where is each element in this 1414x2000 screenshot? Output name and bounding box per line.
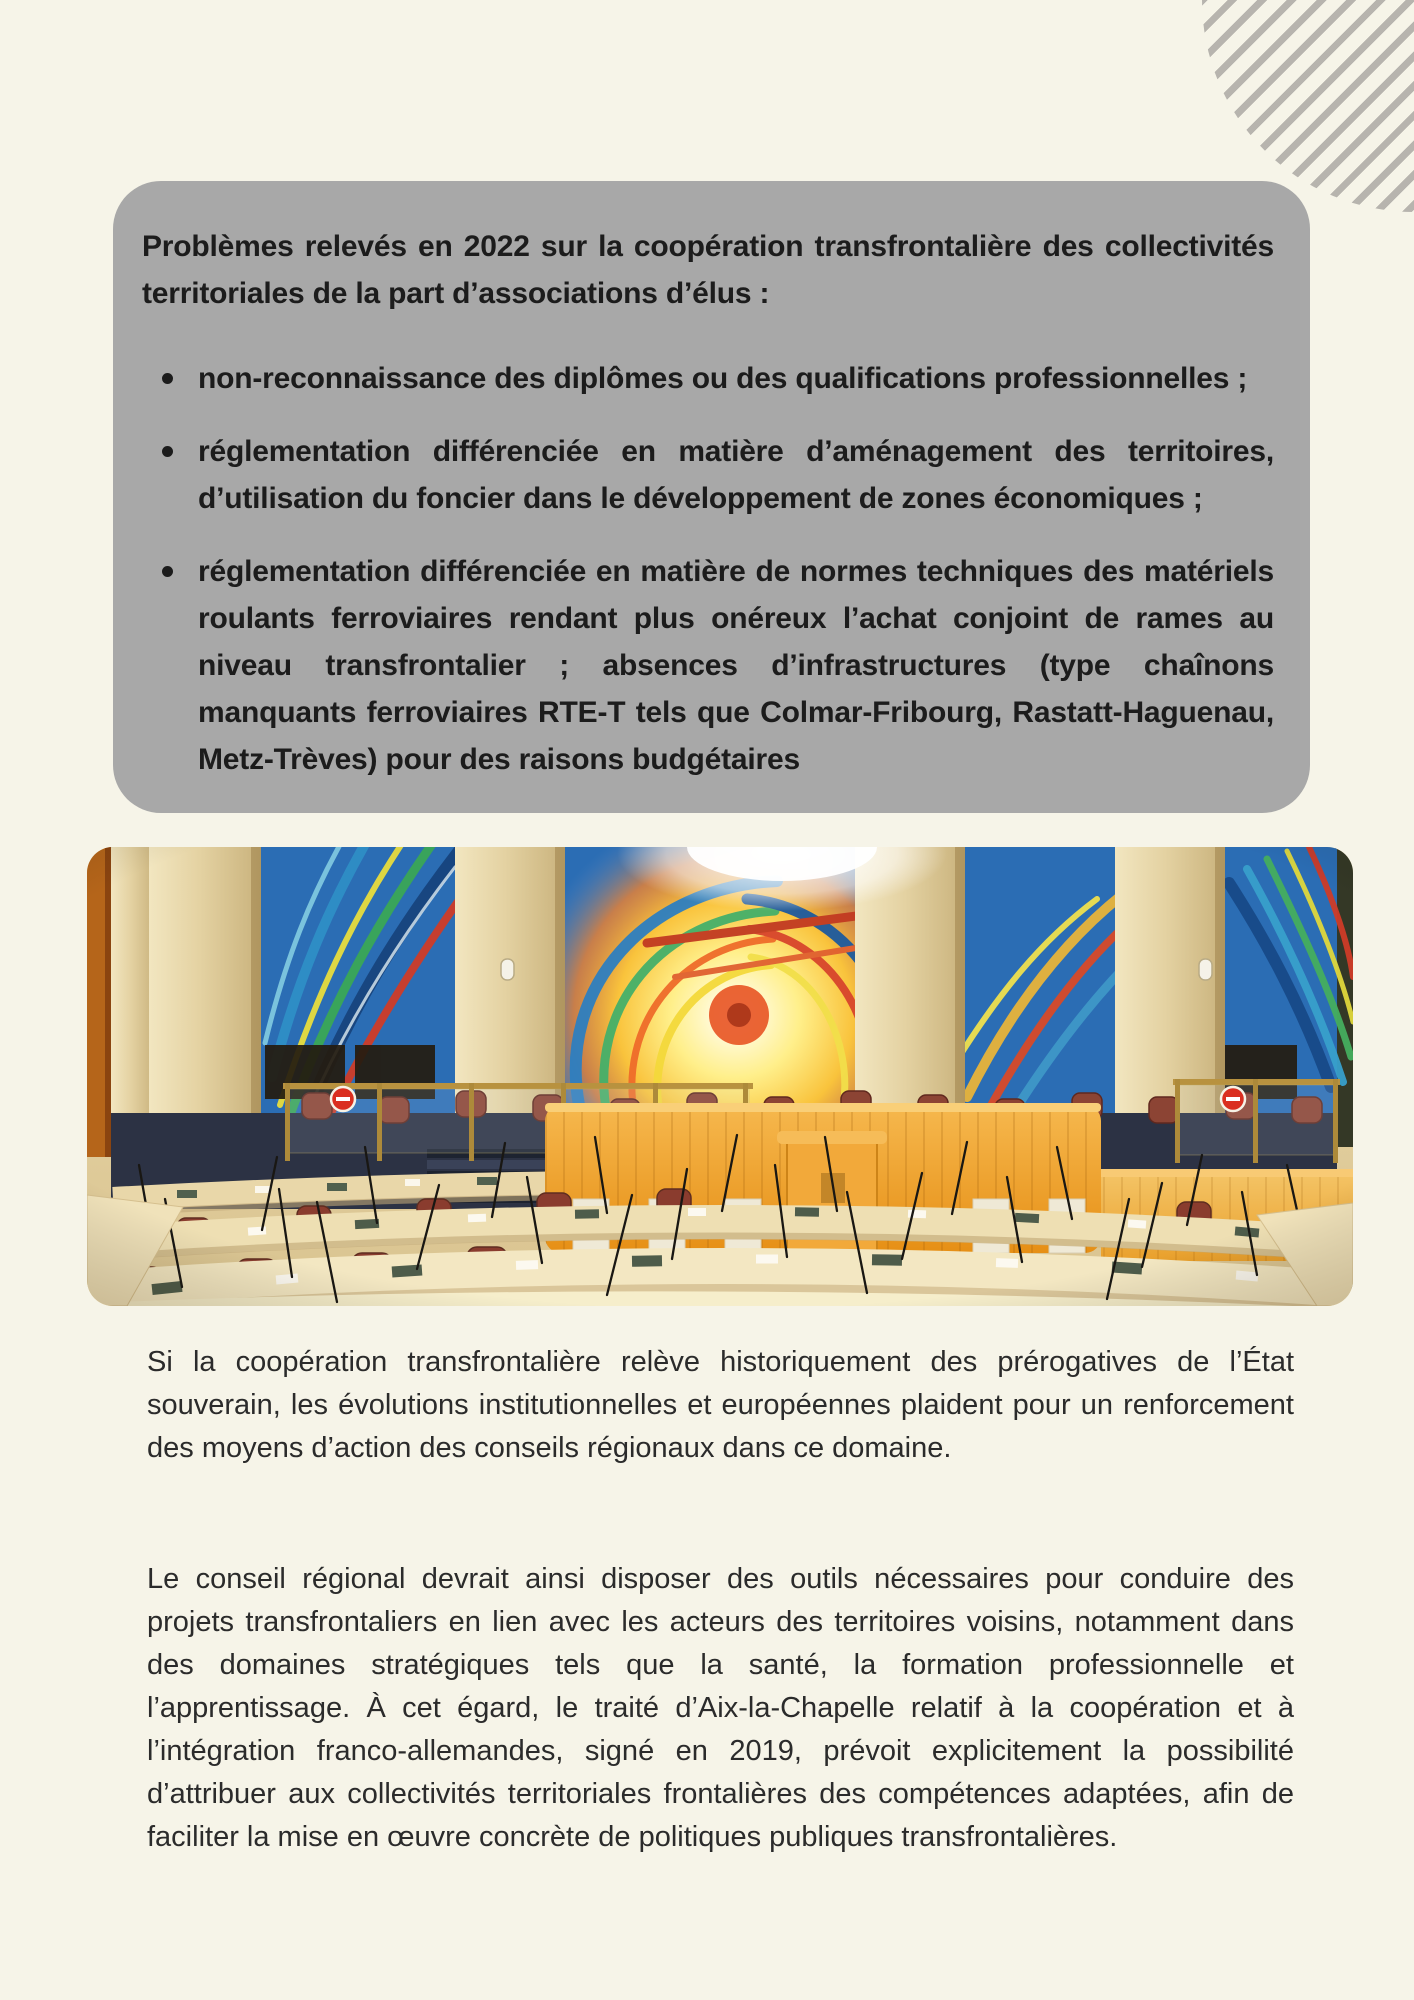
- assembly-hall-illustration: [87, 847, 1353, 1306]
- body-paragraph: Le conseil régional devrait ainsi disposer des outils nécessaires pour conduire des projets transfrontaliers en lien avec les acteurs des territoires voisins, notamment dans des domaines stratégiques tels que la santé, la formation professionnelle et l’apprentissage. À cet égard, le traité d’Aix-la-Chapelle relatif à la coopération et à l’intégration franco-allemandes, signé en 2019, prévoit explicitement la possibilité d’attribuer aux collectivités territoriales frontalières des compétences adaptées, afin de faciliter la mise en œuvre concrète de politiques publiques transfrontalières.: [147, 1563, 1294, 1853]
- bullet-icon: [162, 566, 173, 577]
- problem-box-list: [142, 355, 1274, 783]
- problem-box-item: [142, 355, 1274, 402]
- problem-box-item-text: réglementation différenciée en matière de normes techniques des matériels roulants ferroviaires rendant plus onéreux l’achat conjoint de rames au niveau transfrontalier ; absences d’infrastructures (type chaînons manquants ferroviaires RTE-T tels que Colmar-Fribourg, Rastatt-Haguenau, Metz-Trèves) pour des raisons budgétaires: [198, 555, 1274, 776]
- problem-box-title: Problèmes relevés en 2022 sur la coopération transfrontalière des collectivités territoriales de la part d’associations d’élus :: [142, 230, 1274, 310]
- problem-box-item-text: non-reconnaissance des diplômes ou des qualifications professionnelles ;: [198, 362, 1248, 395]
- problem-box: [113, 181, 1310, 813]
- problem-box-item: [142, 548, 1274, 783]
- problem-box-item: [142, 428, 1274, 522]
- bullet-icon: [162, 373, 173, 384]
- bullet-icon: [162, 446, 173, 457]
- problem-box-item-text: réglementation différenciée en matière d’aménagement des territoires, d’utilisation du foncier dans le développement de zones économiques ;: [198, 435, 1274, 515]
- body-paragraph: Si la coopération transfrontalière relève historiquement des prérogatives de l’État souverain, les évolutions institutionnelles et européennes plaident pour un renforcement des moyens d’action des conseils régionaux dans ce domaine.: [147, 1346, 1294, 1464]
- assembly-hall-photo: [87, 847, 1353, 1306]
